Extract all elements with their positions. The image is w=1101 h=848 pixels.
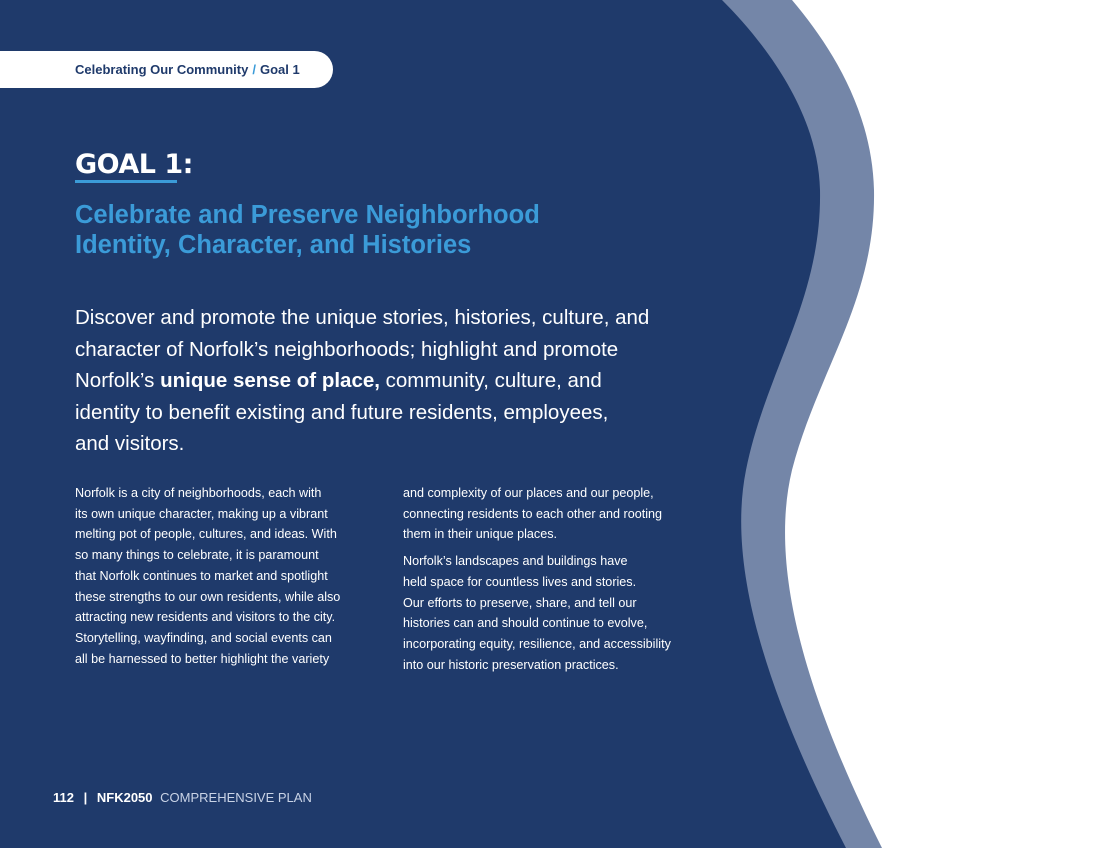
- footer-brand: NFK2050: [96, 790, 153, 805]
- intro-line: identity to benefit existing and future residents, employees,: [75, 400, 609, 424]
- intro-line: character of Norfolk’s neighborhoods; highlight and promote: [75, 337, 619, 361]
- body-line: Norfolk’s landscapes and buildings have: [403, 554, 628, 569]
- body-line: that Norfolk continues to market and spotlight: [75, 568, 328, 583]
- body-line: them in their unique places.: [403, 527, 558, 542]
- body-line: melting pot of people, cultures, and ideas. With: [75, 527, 337, 542]
- intro-emphasis: unique sense of place,: [160, 369, 380, 393]
- footer-separator: |: [83, 790, 88, 805]
- footer-plan-name: COMPREHENSIVE PLAN: [160, 790, 312, 805]
- page-footer: [53, 790, 312, 805]
- body-line: its own unique character, making up a vibrant: [75, 506, 328, 521]
- intro-text: community, culture, and: [379, 369, 602, 393]
- body-paragraph: [403, 483, 703, 545]
- breadcrumb-separator: /: [252, 62, 256, 77]
- goal-heading-underline: [75, 180, 177, 183]
- body-column-right: [403, 483, 703, 675]
- intro-line: [75, 365, 715, 397]
- intro-line: Discover and promote the unique stories, histories, culture, and: [75, 306, 650, 329]
- body-line: these strengths to our own residents, while also: [75, 589, 341, 604]
- body-line: connecting residents to each other and rooting: [403, 506, 663, 521]
- body-column-left: [75, 483, 375, 669]
- breadcrumb-goal: Goal 1: [259, 62, 300, 77]
- goal-title: [75, 200, 715, 260]
- body-paragraph: [403, 551, 703, 675]
- body-line: Our efforts to preserve, share, and tell our: [403, 595, 637, 610]
- goal-title-line: Identity, Character, and Histories: [75, 231, 472, 259]
- body-line: histories can and should continue to evolve,: [403, 616, 648, 631]
- body-line: Norfolk is a city of neighborhoods, each with: [75, 486, 322, 500]
- breadcrumb: [0, 51, 333, 88]
- intro-statement: [75, 302, 715, 460]
- intro-text: Norfolk’s: [75, 369, 161, 393]
- body-line: held space for countless lives and stories.: [403, 574, 637, 589]
- body-line: incorporating equity, resilience, and accessibility: [403, 636, 671, 651]
- goal-heading: GOAL 1:: [75, 149, 193, 180]
- breadcrumb-section: Celebrating Our Community: [75, 62, 249, 77]
- body-line: attracting new residents and visitors to the city.: [75, 610, 336, 625]
- page-number: 112: [53, 790, 74, 805]
- body-line: all be harnessed to better highlight the variety: [75, 651, 330, 666]
- body-line: into our historic preservation practices.: [403, 657, 619, 672]
- body-line: so many things to celebrate, it is paramount: [75, 548, 319, 563]
- goal-title-line: Celebrate and Preserve Neighborhood: [75, 201, 540, 229]
- body-line: and complexity of our places and our people,: [403, 486, 654, 500]
- body-line: Storytelling, wayfinding, and social events can: [75, 630, 332, 645]
- intro-line: and visitors.: [75, 432, 185, 456]
